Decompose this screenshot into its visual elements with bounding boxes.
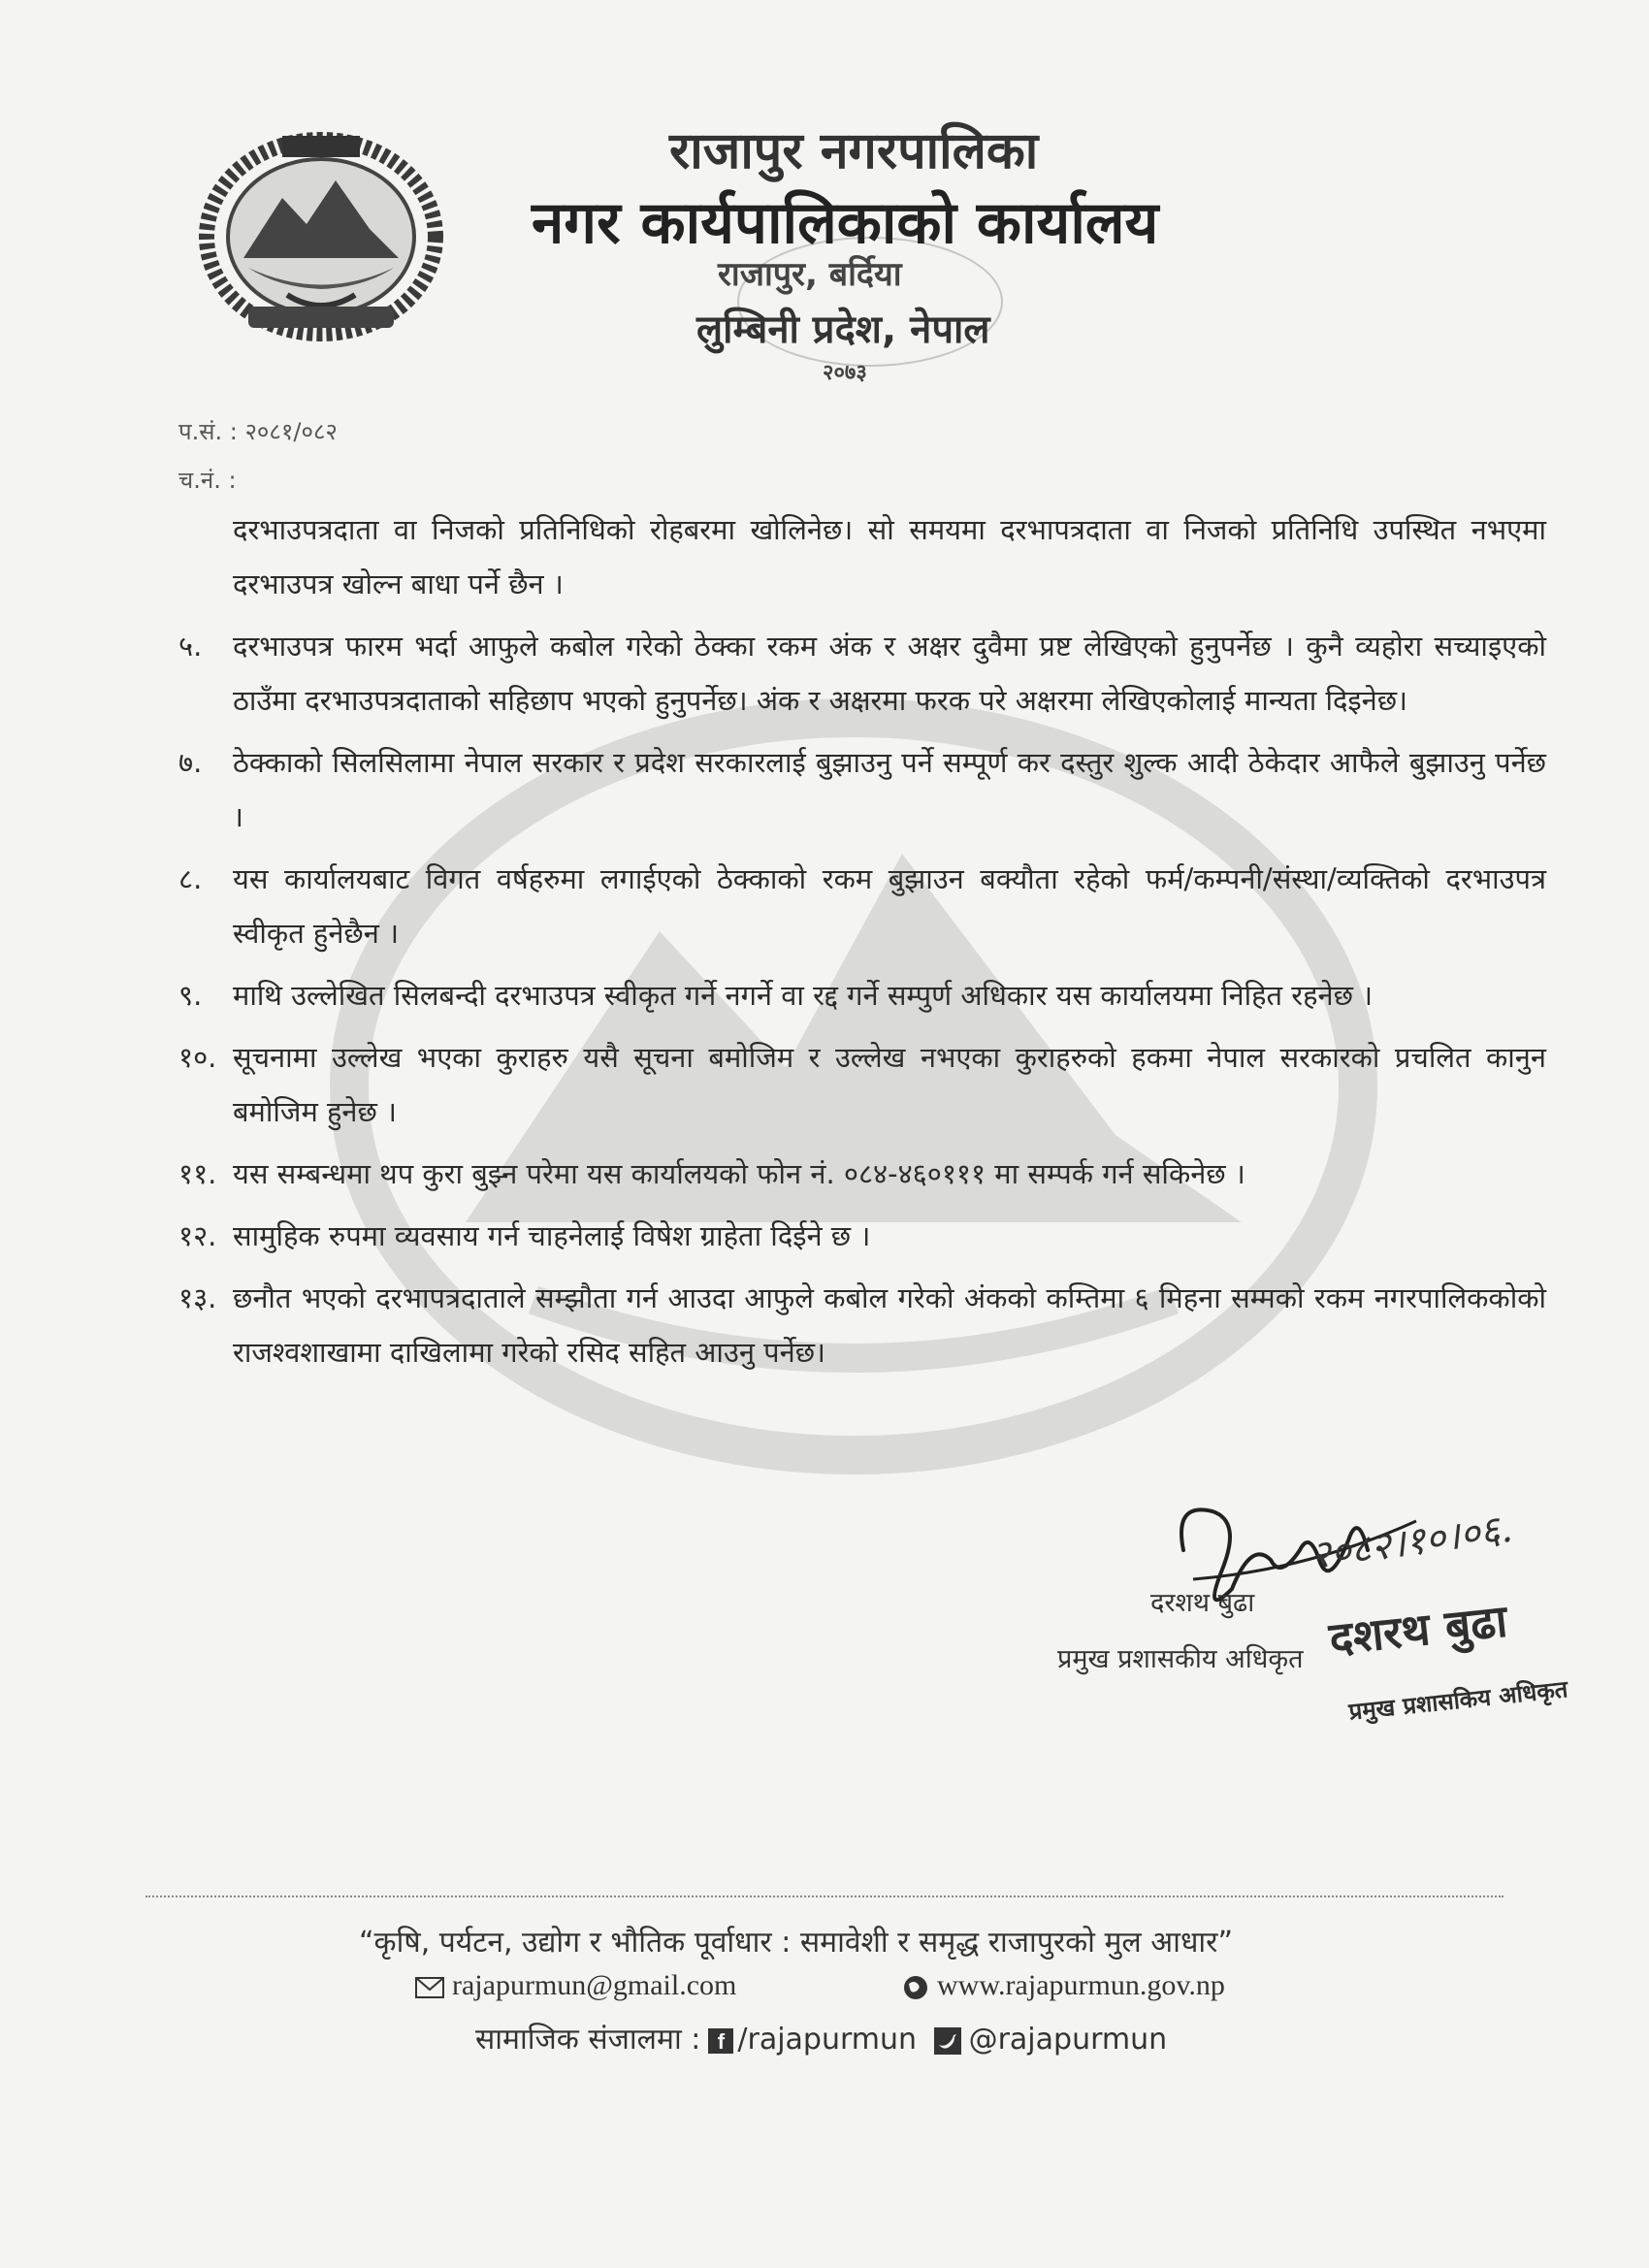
paragraph-text: दरभाउपत्रदाता वा निजको प्रतिनिधिको रोहबरमा खोलिनेछ। सो समयमा दरभापत्रदाता वा निजको प्रतिनिधि उपस्थित नभएमा दरभाउपत्र खोल्न बाधा पर्ने छैन । bbox=[233, 513, 1546, 600]
established-year: २०७३ bbox=[823, 361, 867, 385]
paragraph-11 bbox=[178, 1147, 1546, 1201]
paragraph-9 bbox=[178, 968, 1546, 1022]
office-district: राजापुर, बर्दिया bbox=[718, 255, 902, 294]
paragraph-text: यस सम्बन्धमा थप कुरा बुझ्न परेमा यस कार्यालयको फोन नं. ०८४-४६०१११ मा सम्पर्क गर्न सकिनेछ । bbox=[233, 1157, 1245, 1190]
officer-stamp-name: दशरथ बुढा bbox=[1326, 1594, 1510, 1666]
website-url: www.rajapurmun.gov.np bbox=[937, 1969, 1225, 2001]
paragraph-text: दरभाउपत्र फारम भर्दा आफुले कबोल गरेको ठेक्का रकम अंक र अक्षर दुवैमा प्रष्ट लेखिएको हुनुपर्नेछ । कुनै व्यहोरा सच्याइएको ठाउँमा दरभाउपत्रदाताको सहिछाप भएको हुनुपर्नेछ। अंक र अक्षरमा फरक परे अक्षरमा लेखिएकोलाई मान्यता दिइनेछ। bbox=[233, 630, 1546, 717]
paragraph-number: ११. bbox=[178, 1157, 217, 1190]
reference-number: प.सं. : २०८१/०८२ bbox=[178, 418, 338, 445]
paragraph-text: सामुहिक रुपमा व्यवसाय गर्न चाहनेलाई विषेश ग्राहेता दिईने छ । bbox=[233, 1219, 871, 1252]
paragraph-number: ५. bbox=[178, 630, 203, 663]
paragraph-number: १२. bbox=[178, 1219, 217, 1252]
paragraph-text: माथि उल्लेखित सिलबन्दी दरभाउपत्र स्वीकृत गर्ने नगर्ने वा रद्द गर्ने सम्पुर्ण अधिकार यस कार्यालयमा निहित रहनेछ । bbox=[233, 979, 1374, 1012]
dispatch-number: च.नं. : bbox=[178, 467, 237, 494]
paragraph-text: छनौत भएको दरभापत्रदाताले सम्झौता गर्न आउदा आफुले कबोल गरेको अंकको कम्तिमा ६ मिहना सम्मको रकम नगरपालिककोको राजश्वशाखामा दाखिलामा गरेको रसिद सहित आउनु पर्नेछ। bbox=[233, 1281, 1546, 1369]
officer-stamp-title: प्रमुख प्रशासकिय अधिकृत bbox=[1347, 1675, 1569, 1726]
paragraph-continued bbox=[178, 502, 1546, 611]
envelope-icon bbox=[415, 1977, 444, 1998]
footer-social bbox=[475, 2018, 1167, 2057]
paragraph-13 bbox=[178, 1271, 1546, 1379]
paragraph-text: सूचनामा उल्लेख भएका कुराहरु यसै सूचना बमोजिम र उल्लेख नभएका कुराहरुको हकमा नेपाल सरकारको प्रचलित कानुन बमोजिम हुनेछ । bbox=[233, 1041, 1546, 1128]
footer-email bbox=[415, 1969, 736, 2002]
paragraph-number: १३. bbox=[178, 1281, 217, 1314]
facebook-icon: f bbox=[708, 2028, 733, 2054]
paragraph-text: यस कार्यालयबाट विगत वर्षहरुमा लगाईएको ठेक्काको रकम बुझाउन बक्यौता रहेको फर्म/कम्पनी/संस्था/व्यक्तिको दरभाउपत्र स्वीकृत हुनेछैन । bbox=[233, 862, 1546, 950]
globe-icon bbox=[902, 1974, 929, 2001]
signer-title: प्रमुख प्रशासकीय अधिकृत bbox=[1057, 1644, 1304, 1674]
paragraph-5 bbox=[178, 619, 1546, 728]
paragraph-7 bbox=[178, 735, 1546, 844]
twitter-icon bbox=[934, 2027, 961, 2055]
paragraph-number: ९. bbox=[178, 979, 203, 1012]
paragraph-number: ७. bbox=[178, 746, 203, 779]
paragraph-12 bbox=[178, 1209, 1546, 1263]
municipality-name: राजापुर नगरपालिका bbox=[669, 122, 1039, 180]
twitter-handle: @rajapurmun bbox=[968, 2023, 1168, 2057]
paragraph-8 bbox=[178, 852, 1546, 960]
paragraph-number: १०. bbox=[178, 1041, 217, 1074]
footer-divider bbox=[146, 1895, 1504, 1897]
office-name: नगर कार्यपालिकाको कार्यालय bbox=[532, 189, 1159, 257]
signer-name: दरशथ बुढा bbox=[1150, 1588, 1255, 1618]
social-label: सामाजिक संजालमा : bbox=[475, 2023, 701, 2057]
paragraph-text: ठेक्काको सिलसिलामा नेपाल सरकार र प्रदेश सरकारलाई बुझाउनु पर्ने सम्पूर्ण कर दस्तुर शुल्क आदी ठेकेदार आफैले बुझाउनु पर्नेछ । bbox=[233, 746, 1546, 833]
facebook-handle: /rajapurmun bbox=[737, 2023, 918, 2057]
footer-website bbox=[902, 1969, 1225, 2002]
notice-body bbox=[178, 502, 1546, 1387]
office-province: लुम्बिनी प्रदेश, नेपाल bbox=[696, 308, 990, 352]
paragraph-number: ८. bbox=[178, 862, 203, 895]
footer-motto: “कृषि, पर्यटन, उद्योग र भौतिक पूर्वाधार : समावेशी र समृद्ध राजापुरको मुल आधार” bbox=[359, 1926, 1233, 1960]
email-address: rajapurmun@gmail.com bbox=[452, 1969, 737, 2001]
government-emblem-icon bbox=[190, 122, 452, 345]
paragraph-10 bbox=[178, 1030, 1546, 1139]
signature-date: २०८२।१०।०६. bbox=[1308, 1506, 1515, 1579]
